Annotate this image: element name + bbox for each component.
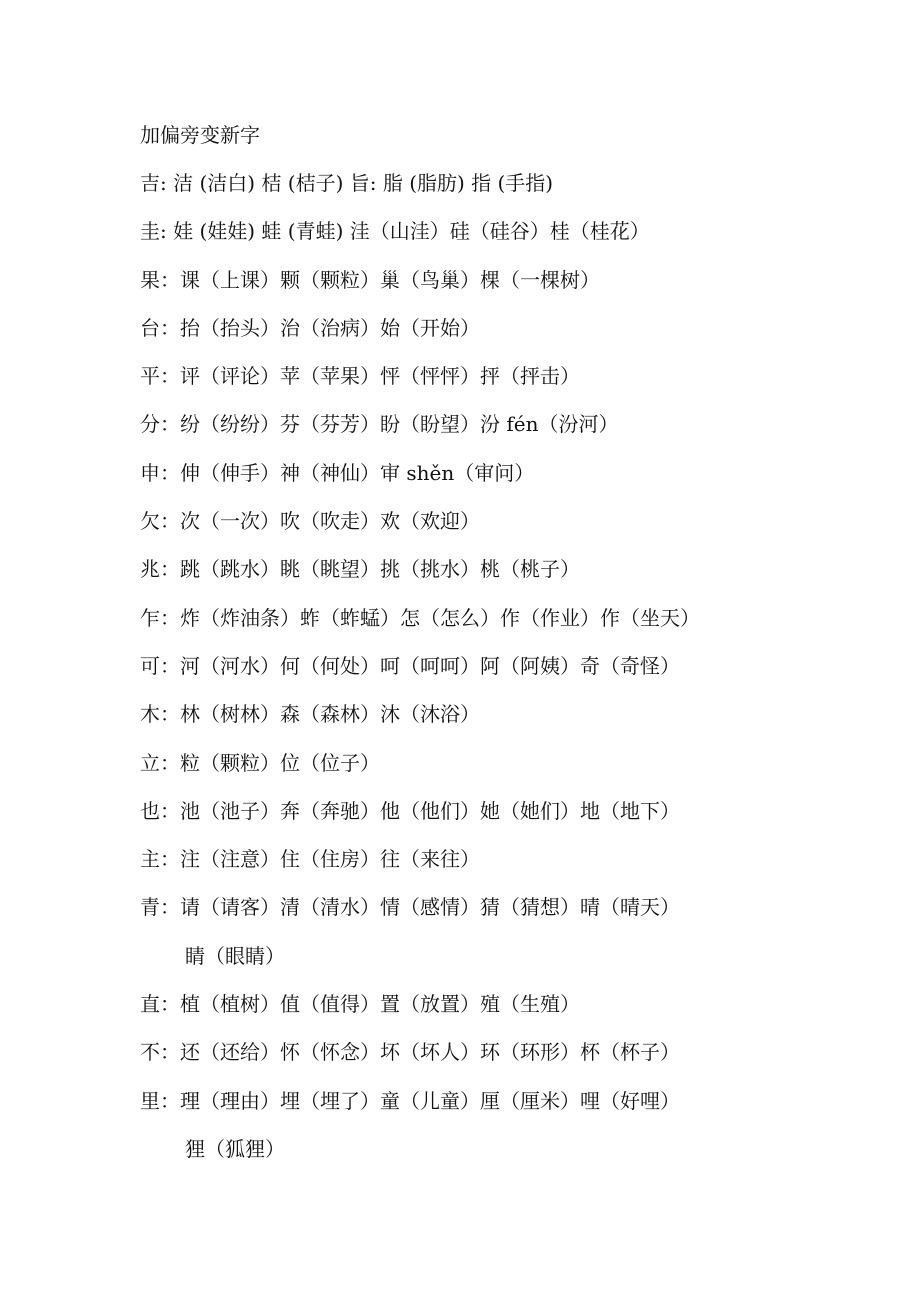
- entry-line-fen: 分：纷（纷纷）芬（芬芳）盼（盼望）汾 fén（汾河）: [140, 412, 619, 437]
- entry-line-shen: 申：伸（伸手）神（神仙）审 shěn（审问）: [140, 460, 535, 485]
- entry-line-qing-continued: 睛（眼睛）: [185, 943, 285, 968]
- entry-line-zha: 乍：炸（炸油条）蚱（蚱蜢）怎（怎么）作（作业）作（坐天）: [140, 605, 700, 630]
- entry-line-zhu: 主：注（注意）住（住房）往（来往）: [140, 847, 480, 872]
- entry-line-li-continued: 狸（狐狸）: [185, 1136, 285, 1161]
- entry-line-ke: 可：河（河水）何（何处）呵（呵呵）阿（阿姨）奇（奇怪）: [140, 653, 680, 678]
- character-list: [140, 168, 840, 1182]
- entry-line-zhi: 直：植（植树）值（值得）置（放置）殖（生殖）: [140, 992, 580, 1017]
- entry-line-li: 里：理（理由）埋（埋了）童（儿童）厘（厘米）哩（好哩）: [140, 1088, 680, 1113]
- entry-line-guo: 果：课（上课）颗（颗粒）巢（鸟巢）棵（一棵树）: [140, 267, 600, 292]
- entry-line-mu: 木：林（树林）森（森林）沐（沐浴）: [140, 702, 480, 727]
- entry-line-tai: 台：抬（抬头）治（治病）始（开始）: [140, 315, 480, 340]
- entry-line-ye: 也：池（池子）奔（奔驰）他（他们）她（她们）地（地下）: [140, 798, 680, 823]
- entry-line-ping: 平：评（评论）苹（苹果）怦（怦怦）抨（抨击）: [140, 364, 580, 389]
- entry-line-gui: 圭: 娃 (娃娃) 蛙 (青蛙) 洼（山洼）硅（硅谷）桂（桂花）: [140, 219, 650, 244]
- entry-line-zhao: 兆：跳（跳水）眺（眺望）挑（挑水）桃（桃子）: [140, 557, 580, 582]
- entry-line-ji: 吉: 洁 (洁白) 桔 (桔子) 旨: 脂 (脂肪) 指 (手指): [140, 171, 554, 195]
- document-title: 加偏旁变新字: [140, 123, 260, 147]
- entry-line-li-stand: 立：粒（颗粒）位（位子）: [140, 750, 380, 775]
- entry-line-bu: 不：还（还给）怀（怀念）坏（坏人）环（环形）杯（杯子）: [140, 1040, 680, 1065]
- entry-line-qing: 青：请（请客）清（清水）情（感情）猜（猜想）晴（晴天）: [140, 895, 680, 920]
- entry-line-qian: 欠：次（一次）吹（吹走）欢（欢迎）: [140, 509, 480, 534]
